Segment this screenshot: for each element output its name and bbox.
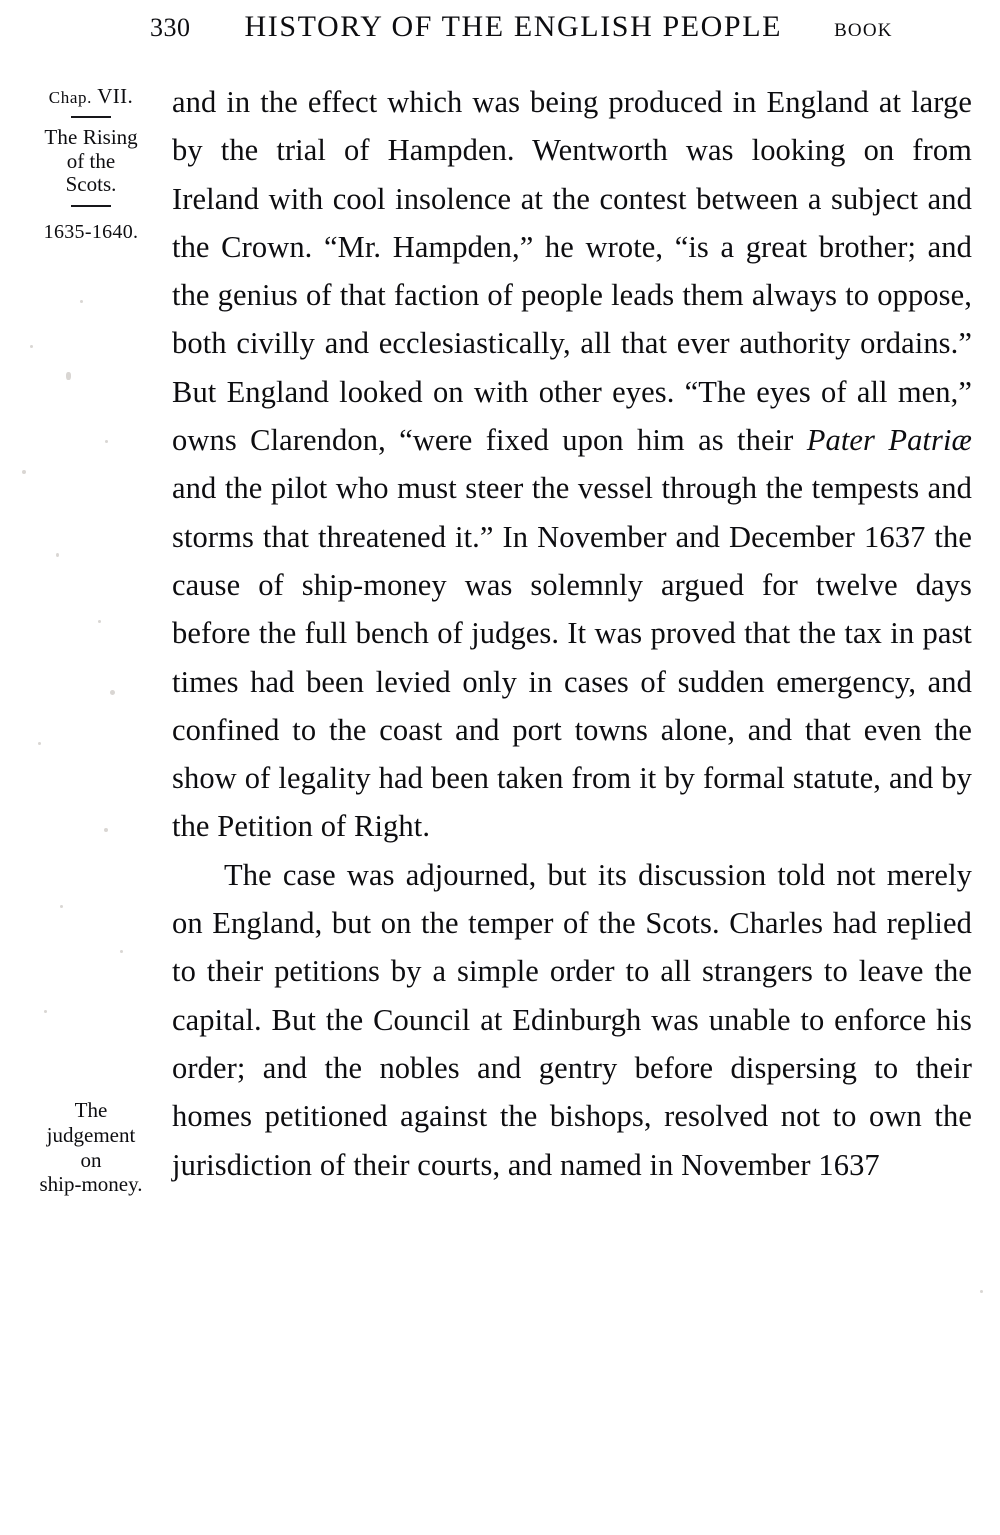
margin-note-title-line3: Scots. — [65, 172, 117, 197]
body-text-column — [172, 78, 972, 1189]
margin-note-judgement — [18, 1098, 164, 1197]
margin-rule-2 — [71, 205, 111, 207]
paragraph-1 — [172, 78, 972, 851]
scan-speck — [80, 300, 83, 303]
scan-speck — [22, 470, 26, 474]
scan-speck — [30, 345, 33, 348]
margin-note-judgement-line3: on — [80, 1147, 102, 1172]
scan-speck — [56, 553, 59, 557]
scan-speck — [38, 742, 41, 745]
margin-rule — [71, 116, 111, 118]
margin-note-judgement-line4: ship-money. — [39, 1172, 143, 1197]
paragraph-2: The case was adjourned, but its discussion told not merely on England, but on the temper of the Scots. Charles had replied to their petitions by a simple order to all strangers to leave the capital. But the Council at Edinburgh was unable to enforce his order; and the nobles and gentry before dispersing to their homes petitioned against the bishops, resolved not to own the jurisdiction of their courts, and named in November 1637 — [172, 857, 972, 1182]
paragraph-1-italic-phrase: Pater Patriæ — [806, 423, 972, 458]
margin-note-chapter — [18, 84, 164, 244]
margin-note-title — [18, 126, 164, 197]
running-title: HISTORY OF THE ENGLISH PEOPLE — [244, 10, 783, 43]
scan-speck — [60, 905, 63, 908]
scan-speck — [104, 828, 108, 832]
scan-speck — [44, 1010, 47, 1013]
scan-speck — [66, 372, 71, 380]
scan-speck — [110, 690, 115, 695]
margin-note-title-line1-rest: Rising — [82, 125, 138, 150]
chapter-number: VII. — [97, 84, 134, 108]
scan-speck — [980, 1290, 983, 1293]
margin-note-judgement-line1: The — [74, 1098, 108, 1122]
running-book-label: BOOK — [834, 20, 893, 41]
scan-speck — [105, 440, 108, 443]
running-head — [150, 10, 990, 54]
scan-speck — [98, 620, 101, 623]
chapter-line — [18, 84, 164, 108]
paragraph-1-part1: and in the effect which was being produced in England at large by the trial of Hampden. Wentworth was looking on from Ireland with cool insolence at the contest between a subject and the Crown. “Mr. Hampden,” he wrote, “is a great brother; and the genius of that faction of people leads them always to oppose, both civilly and ecclesiastically, all that ever authority ordains.” But England looked on with other eyes. “The eyes of all men,” owns Clarendon, “were fixed upon him as their — [172, 85, 972, 458]
chapter-label: Chap. — [48, 88, 92, 107]
scan-speck — [120, 950, 123, 953]
margin-note-title-line1-lead: The — [44, 125, 78, 150]
margin-note-judgement-line2: judgement — [46, 1122, 136, 1147]
page-folio: 330 — [150, 13, 191, 42]
margin-note-dates: 1635-1640. — [43, 220, 139, 243]
margin-note-title-line2: of the — [66, 148, 116, 173]
paragraph-1-part2: and the pilot who must steer the vessel through the tempests and storms that threatened it.” In November and December 1637 the cause of ship-money was solemnly argued for twelve days before the full bench of judges. It was proved that the tax in past times had been levied only in cases of sudden emergency, and confined to the coast and port towns alone, and that even the show of legality had been taken from it by formal statute, and by the Petition of Right. — [172, 471, 972, 844]
